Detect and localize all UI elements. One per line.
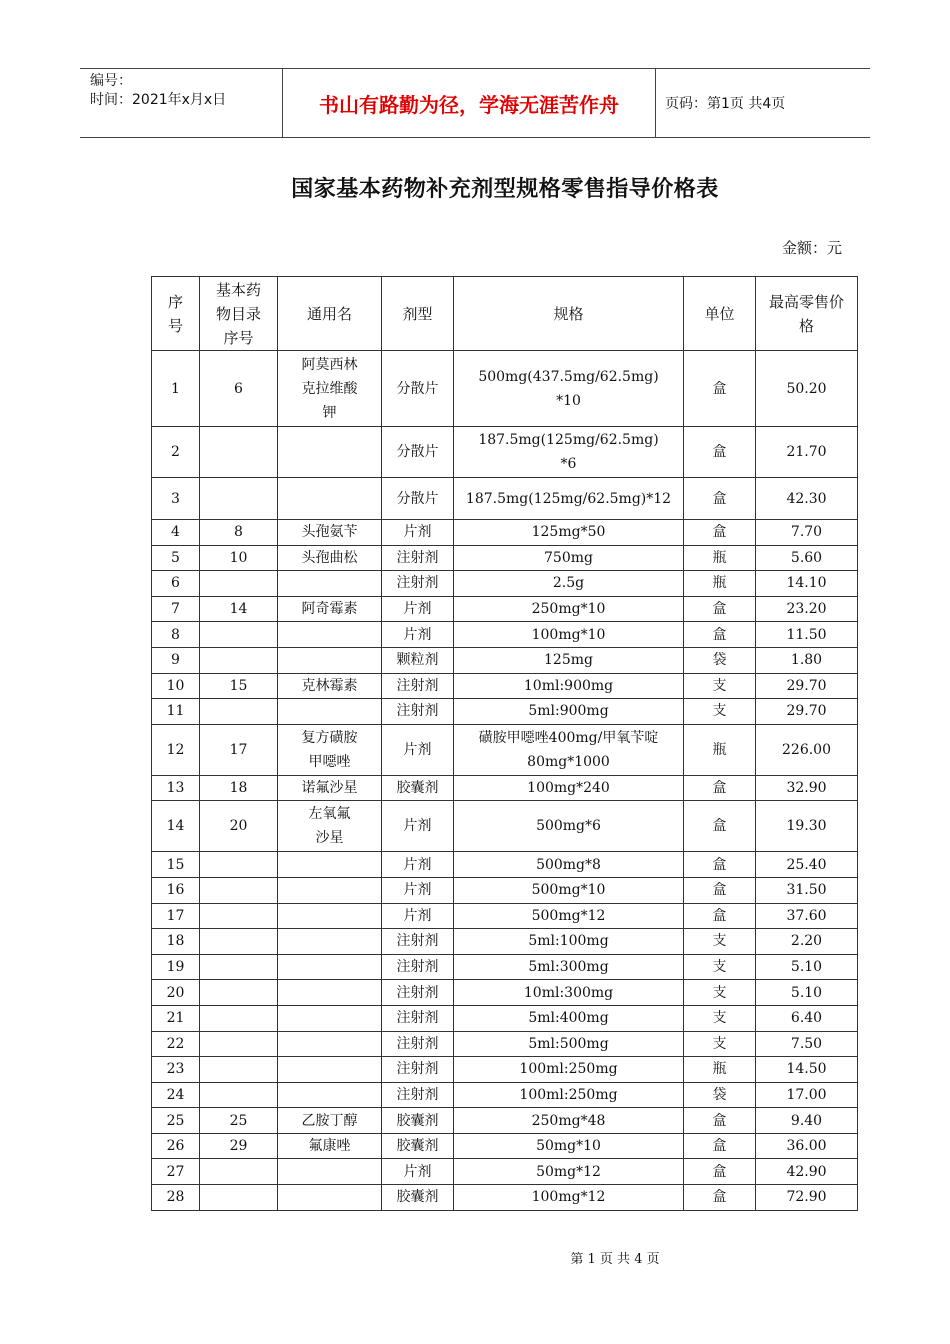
row-price: 23.20 — [756, 596, 858, 622]
row-dosage-form: 分散片 — [382, 478, 454, 520]
header-info-cell — [80, 69, 282, 137]
row-spec: 500mg*6 — [454, 801, 684, 852]
row-dosage-form: 注射剂 — [382, 1005, 454, 1031]
row-unit: 袋 — [684, 1082, 756, 1108]
row-price: 29.70 — [756, 699, 858, 725]
row-spec: 250mg*10 — [454, 596, 684, 622]
row-no: 17 — [152, 903, 200, 929]
row-unit: 支 — [684, 1005, 756, 1031]
table-row — [152, 852, 858, 878]
row-catalog-no — [200, 647, 278, 673]
row-catalog-no — [200, 903, 278, 929]
row-drug-name: 左氧氟沙星 — [278, 801, 382, 852]
row-drug-name: 克林霉素 — [278, 673, 382, 699]
row-dosage-form: 片剂 — [382, 724, 454, 775]
page-title: 国家基本药物补充剂型规格零售指导价格表 — [291, 177, 719, 202]
row-unit: 盒 — [684, 596, 756, 622]
row-dosage-form: 注射剂 — [382, 699, 454, 725]
row-no: 1 — [152, 351, 200, 427]
row-unit: 支 — [684, 1031, 756, 1057]
table-row — [152, 724, 858, 775]
row-spec: 2.5g — [454, 571, 684, 597]
serial-label: 编号： — [90, 73, 132, 89]
row-price: 2.20 — [756, 929, 858, 955]
row-price: 7.70 — [756, 520, 858, 546]
row-catalog-no — [200, 622, 278, 648]
row-spec: 100ml:250mg — [454, 1082, 684, 1108]
table-header-row — [152, 277, 858, 351]
table-row — [152, 478, 858, 520]
time-label: 时间：2021年x月x日 — [90, 92, 227, 108]
row-spec: 100mg*240 — [454, 775, 684, 801]
row-price: 17.00 — [756, 1082, 858, 1108]
row-drug-name — [278, 1031, 382, 1057]
row-catalog-no: 10 — [200, 545, 278, 571]
row-unit: 支 — [684, 980, 756, 1006]
row-catalog-no — [200, 571, 278, 597]
table-row — [152, 1133, 858, 1159]
row-catalog-no — [200, 877, 278, 903]
row-spec: 250mg*48 — [454, 1108, 684, 1134]
row-dosage-form: 片剂 — [382, 520, 454, 546]
row-catalog-no: 25 — [200, 1108, 278, 1134]
row-drug-name — [278, 903, 382, 929]
row-spec: 50mg*10 — [454, 1133, 684, 1159]
row-no: 15 — [152, 852, 200, 878]
row-drug-name — [278, 1005, 382, 1031]
row-unit: 支 — [684, 699, 756, 725]
row-price: 72.90 — [756, 1185, 858, 1211]
row-spec: 5ml:900mg — [454, 699, 684, 725]
row-catalog-no — [200, 427, 278, 478]
row-no: 10 — [152, 673, 200, 699]
row-unit: 盒 — [684, 520, 756, 546]
row-dosage-form: 注射剂 — [382, 929, 454, 955]
row-no: 20 — [152, 980, 200, 1006]
row-drug-name: 阿莫西林克拉维酸钾 — [278, 351, 382, 427]
row-unit: 盒 — [684, 1108, 756, 1134]
table-row — [152, 1108, 858, 1134]
row-dosage-form: 注射剂 — [382, 1082, 454, 1108]
row-catalog-no: 18 — [200, 775, 278, 801]
row-price: 42.90 — [756, 1159, 858, 1185]
row-spec: 500mg(437.5mg/62.5mg) *10 — [454, 351, 684, 427]
row-price: 36.00 — [756, 1133, 858, 1159]
row-catalog-no: 20 — [200, 801, 278, 852]
row-price: 5.10 — [756, 980, 858, 1006]
row-catalog-no — [200, 1082, 278, 1108]
row-unit: 盒 — [684, 351, 756, 427]
row-dosage-form: 注射剂 — [382, 954, 454, 980]
row-no: 21 — [152, 1005, 200, 1031]
table-row — [152, 699, 858, 725]
row-spec: 5ml:400mg — [454, 1005, 684, 1031]
row-spec: 750mg — [454, 545, 684, 571]
row-spec: 500mg*10 — [454, 877, 684, 903]
row-dosage-form: 胶囊剂 — [382, 1185, 454, 1211]
row-price: 7.50 — [756, 1031, 858, 1057]
row-no: 24 — [152, 1082, 200, 1108]
row-price: 31.50 — [756, 877, 858, 903]
row-drug-name — [278, 929, 382, 955]
row-no: 8 — [152, 622, 200, 648]
row-spec: 100ml:250mg — [454, 1057, 684, 1083]
row-spec: 5ml:100mg — [454, 929, 684, 955]
row-dosage-form: 片剂 — [382, 877, 454, 903]
row-no: 14 — [152, 801, 200, 852]
table-row — [152, 647, 858, 673]
currency-unit: 金额：元 — [781, 239, 842, 257]
row-drug-name — [278, 427, 382, 478]
row-price: 21.70 — [756, 427, 858, 478]
row-price: 9.40 — [756, 1108, 858, 1134]
row-no: 27 — [152, 1159, 200, 1185]
col-header-unit: 单位 — [684, 277, 756, 351]
row-no: 7 — [152, 596, 200, 622]
motto: 书山有路勤为径，学海无涯苦作舟 — [282, 69, 656, 137]
row-spec: 磺胺甲噁唑400mg/甲氧苄啶80mg*1000 — [454, 724, 684, 775]
row-no: 26 — [152, 1133, 200, 1159]
row-spec: 100mg*10 — [454, 622, 684, 648]
row-catalog-no — [200, 1185, 278, 1211]
row-unit: 盒 — [684, 622, 756, 648]
table-row — [152, 877, 858, 903]
table-row — [152, 775, 858, 801]
row-dosage-form: 注射剂 — [382, 1057, 454, 1083]
row-drug-name: 阿奇霉素 — [278, 596, 382, 622]
row-drug-name — [278, 852, 382, 878]
table-row — [152, 596, 858, 622]
row-price: 32.90 — [756, 775, 858, 801]
row-dosage-form: 注射剂 — [382, 980, 454, 1006]
row-unit: 瓶 — [684, 545, 756, 571]
row-catalog-no — [200, 1057, 278, 1083]
row-dosage-form: 片剂 — [382, 903, 454, 929]
row-price: 5.10 — [756, 954, 858, 980]
row-unit: 盒 — [684, 775, 756, 801]
row-price: 1.80 — [756, 647, 858, 673]
row-drug-name — [278, 622, 382, 648]
row-spec: 187.5mg(125mg/62.5mg)*12 — [454, 478, 684, 520]
table-row — [152, 1005, 858, 1031]
row-price: 226.00 — [756, 724, 858, 775]
row-catalog-no — [200, 929, 278, 955]
row-spec: 125mg — [454, 647, 684, 673]
row-drug-name: 氟康唑 — [278, 1133, 382, 1159]
table-row — [152, 1159, 858, 1185]
table-row — [152, 622, 858, 648]
row-price: 14.10 — [756, 571, 858, 597]
row-unit: 盒 — [684, 801, 756, 852]
col-header-form: 剂型 — [382, 277, 454, 351]
row-no: 5 — [152, 545, 200, 571]
row-no: 23 — [152, 1057, 200, 1083]
row-drug-name — [278, 1057, 382, 1083]
row-drug-name: 乙胺丁醇 — [278, 1108, 382, 1134]
row-drug-name — [278, 647, 382, 673]
row-no: 9 — [152, 647, 200, 673]
row-catalog-no — [200, 1031, 278, 1057]
row-unit: 盒 — [684, 903, 756, 929]
row-no: 11 — [152, 699, 200, 725]
row-unit: 支 — [684, 954, 756, 980]
row-spec: 500mg*12 — [454, 903, 684, 929]
row-unit: 盒 — [684, 427, 756, 478]
row-no: 3 — [152, 478, 200, 520]
table-row — [152, 351, 858, 427]
row-spec: 100mg*12 — [454, 1185, 684, 1211]
row-price: 50.20 — [756, 351, 858, 427]
row-catalog-no: 14 — [200, 596, 278, 622]
table-row — [152, 673, 858, 699]
row-price: 42.30 — [756, 478, 858, 520]
table-row — [152, 980, 858, 1006]
row-drug-name — [278, 478, 382, 520]
row-drug-name — [278, 980, 382, 1006]
row-dosage-form: 片剂 — [382, 1159, 454, 1185]
row-unit: 袋 — [684, 647, 756, 673]
row-catalog-no — [200, 699, 278, 725]
table-row — [152, 520, 858, 546]
table-row — [152, 1082, 858, 1108]
row-unit: 瓶 — [684, 724, 756, 775]
row-price: 11.50 — [756, 622, 858, 648]
header-band — [80, 68, 870, 138]
row-dosage-form: 胶囊剂 — [382, 1108, 454, 1134]
row-no: 18 — [152, 929, 200, 955]
row-no: 4 — [152, 520, 200, 546]
row-price: 19.30 — [756, 801, 858, 852]
row-dosage-form: 注射剂 — [382, 673, 454, 699]
row-drug-name: 诺氟沙星 — [278, 775, 382, 801]
row-drug-name — [278, 699, 382, 725]
col-header-spec: 规格 — [454, 277, 684, 351]
row-no: 13 — [152, 775, 200, 801]
row-price: 37.60 — [756, 903, 858, 929]
row-drug-name — [278, 877, 382, 903]
table-row — [152, 571, 858, 597]
row-no: 25 — [152, 1108, 200, 1134]
row-dosage-form: 胶囊剂 — [382, 775, 454, 801]
row-unit: 盒 — [684, 1159, 756, 1185]
row-no: 16 — [152, 877, 200, 903]
row-unit: 瓶 — [684, 1057, 756, 1083]
col-header-catalog: 基本药物目录序号 — [200, 277, 278, 351]
row-spec: 187.5mg(125mg/62.5mg) *6 — [454, 427, 684, 478]
row-spec: 10ml:900mg — [454, 673, 684, 699]
row-dosage-form: 片剂 — [382, 596, 454, 622]
row-catalog-no — [200, 954, 278, 980]
row-catalog-no — [200, 1005, 278, 1031]
row-drug-name: 头孢曲松 — [278, 545, 382, 571]
row-no: 2 — [152, 427, 200, 478]
row-catalog-no: 15 — [200, 673, 278, 699]
table-row — [152, 1057, 858, 1083]
row-price: 14.50 — [756, 1057, 858, 1083]
row-drug-name — [278, 954, 382, 980]
row-catalog-no — [200, 478, 278, 520]
row-dosage-form: 片剂 — [382, 852, 454, 878]
row-spec: 50mg*12 — [454, 1159, 684, 1185]
row-unit: 瓶 — [684, 571, 756, 597]
row-dosage-form: 注射剂 — [382, 571, 454, 597]
row-dosage-form: 胶囊剂 — [382, 1133, 454, 1159]
row-unit: 支 — [684, 929, 756, 955]
row-price: 6.40 — [756, 1005, 858, 1031]
row-unit: 盒 — [684, 877, 756, 903]
row-dosage-form: 片剂 — [382, 801, 454, 852]
page-label: 页码：第1页 共4页 — [665, 96, 786, 112]
table-row — [152, 545, 858, 571]
row-drug-name — [278, 571, 382, 597]
row-spec: 10ml:300mg — [454, 980, 684, 1006]
row-no: 19 — [152, 954, 200, 980]
row-price: 25.40 — [756, 852, 858, 878]
row-catalog-no — [200, 1159, 278, 1185]
row-drug-name — [278, 1159, 382, 1185]
row-dosage-form: 注射剂 — [382, 545, 454, 571]
row-unit: 盒 — [684, 1133, 756, 1159]
row-dosage-form: 分散片 — [382, 427, 454, 478]
row-catalog-no — [200, 980, 278, 1006]
table-row — [152, 427, 858, 478]
table-row — [152, 1031, 858, 1057]
row-catalog-no: 29 — [200, 1133, 278, 1159]
row-drug-name — [278, 1185, 382, 1211]
table-row — [152, 929, 858, 955]
col-header-no: 序号 — [152, 277, 200, 351]
row-drug-name — [278, 1082, 382, 1108]
row-price: 29.70 — [756, 673, 858, 699]
col-header-price: 最高零售价格 — [756, 277, 858, 351]
row-unit: 支 — [684, 673, 756, 699]
row-unit: 盒 — [684, 478, 756, 520]
row-dosage-form: 片剂 — [382, 622, 454, 648]
row-spec: 5ml:500mg — [454, 1031, 684, 1057]
table-row — [152, 954, 858, 980]
row-catalog-no: 6 — [200, 351, 278, 427]
row-price: 5.60 — [756, 545, 858, 571]
row-no: 6 — [152, 571, 200, 597]
row-spec: 125mg*50 — [454, 520, 684, 546]
row-no: 12 — [152, 724, 200, 775]
row-dosage-form: 分散片 — [382, 351, 454, 427]
row-dosage-form: 注射剂 — [382, 1031, 454, 1057]
row-no: 22 — [152, 1031, 200, 1057]
row-unit: 盒 — [684, 852, 756, 878]
row-drug-name: 复方磺胺甲噁唑 — [278, 724, 382, 775]
row-drug-name: 头孢氨苄 — [278, 520, 382, 546]
col-header-name: 通用名 — [278, 277, 382, 351]
table-row — [152, 1185, 858, 1211]
row-spec: 500mg*8 — [454, 852, 684, 878]
row-catalog-no: 17 — [200, 724, 278, 775]
row-catalog-no: 8 — [200, 520, 278, 546]
price-table — [151, 276, 858, 1211]
row-catalog-no — [200, 852, 278, 878]
table-row — [152, 801, 858, 852]
row-spec: 5ml:300mg — [454, 954, 684, 980]
row-no: 28 — [152, 1185, 200, 1211]
row-dosage-form: 颗粒剂 — [382, 647, 454, 673]
row-unit: 盒 — [684, 1185, 756, 1211]
table-row — [152, 903, 858, 929]
page-footer: 第 1 页 共 4 页 — [570, 1252, 660, 1267]
